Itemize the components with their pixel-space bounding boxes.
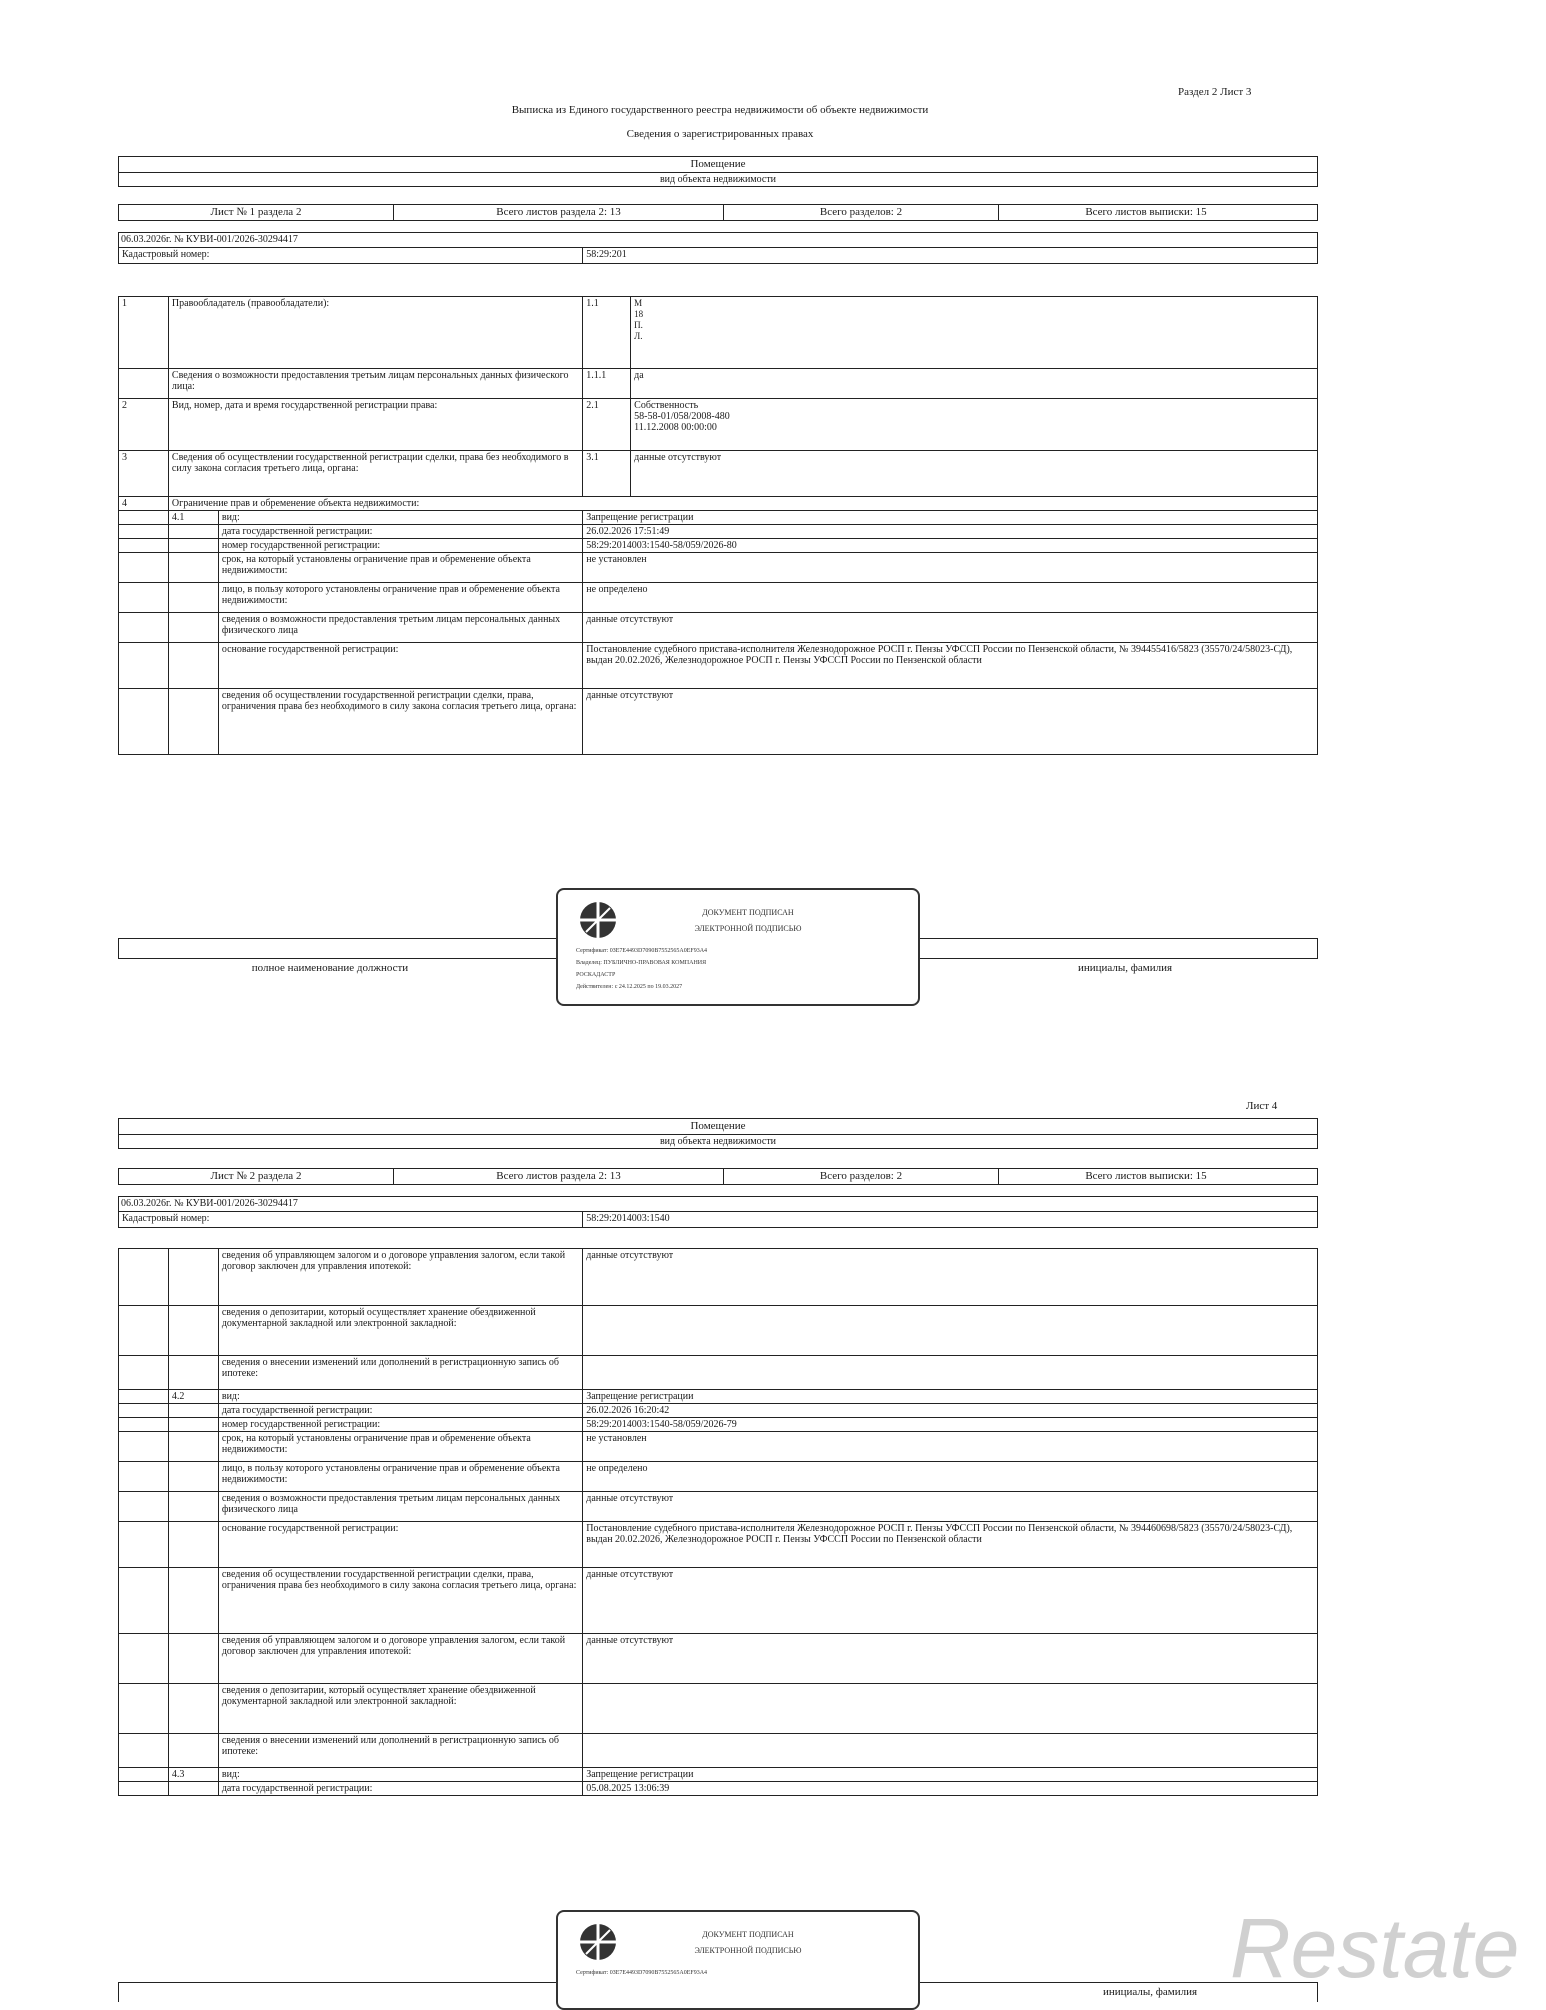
doc-subtitle: Сведения о зарегистрированных правах	[626, 128, 814, 140]
sheet-info	[118, 204, 1318, 221]
field-value: Постановление судебного пристава-исполнителя Железнодорожное РОСП г. Пензы УФССП России по Пензенской области, № 394460698/5823 (35570/24/58023-СД), выдан 20.02.2026, Железнодорожное РОСП г. Пензы УФССП России по Пензенской области	[586, 1523, 1293, 1545]
field-label: сведения о внесении изменений или дополнений в регистрационную запись об ипотеке:	[219, 1356, 583, 1389]
cadastral-label: Кадастровый номер:	[119, 248, 583, 263]
field-value: данные отсутствуют	[586, 1493, 674, 1504]
sheets-in-section: Всего листов раздела 2: 13	[394, 1169, 724, 1184]
table-row	[118, 1782, 1318, 1796]
table-row: Сведения о возможности предоставления третьим лицам персональных данных физического лица: 1.1.1 да	[118, 369, 1318, 399]
table-row	[118, 1568, 1318, 1634]
sections-total: Всего разделов: 2	[724, 205, 999, 220]
table-row	[118, 1404, 1318, 1418]
field-value: 26.02.2026 17:51:49	[586, 526, 670, 537]
table-row: 3 Сведения об осуществлении государственной регистрации сделки, права без необходимого в силу закона согласия третьего лица, органа: 3.1 данные отсутствуют	[118, 451, 1318, 497]
field-value: данные отсутствуют	[586, 1250, 674, 1261]
field-value	[583, 1734, 1317, 1767]
field-label: вид:	[219, 1390, 583, 1403]
table-row	[118, 1734, 1318, 1768]
object-name: Помещение	[118, 156, 1318, 173]
sheets-in-section: Всего листов раздела 2: 13	[394, 205, 724, 220]
subsection-number: 4.2	[169, 1390, 219, 1403]
field-label: сведения о внесении изменений или дополнений в регистрационную запись об ипотеке:	[219, 1734, 583, 1767]
field-label: сведения об управляющем залогом и о договоре управления залогом, если такой договор заключен для управления ипотекой:	[219, 1249, 583, 1305]
doc-reference: 06.03.2026г. № КУВИ-001/2026-30294417	[118, 1196, 1318, 1212]
table-row	[118, 539, 1318, 553]
field-value: 26.02.2026 16:20:42	[586, 1405, 670, 1416]
page-corner-label: Раздел 2 Лист 3	[1178, 86, 1252, 98]
sections-total: Всего разделов: 2	[724, 1169, 999, 1184]
field-label: сведения о возможности предоставления третьим лицам персональных данных физического лица	[219, 1492, 583, 1521]
cadastral-row	[118, 248, 1318, 264]
field-value: 58:29:2014003:1540-58/059/2026-80	[586, 540, 737, 551]
field-value: данные отсутствуют	[586, 1635, 674, 1646]
field-value: Запрещение регистрации	[586, 1391, 694, 1402]
position-caption: полное наименование должности	[251, 962, 409, 974]
e-signature-stamp: ДОКУМЕНТ ПОДПИСАН ЭЛЕКТРОННОЙ ПОДПИСЬЮ Сертификат: 0ЗЕ7E4493D7090B7552565A0EF93A4 Владелец: ПУБЛИЧНО-ПРАВОВАЯ КОМПАНИЯ РОСКАДАСТР Действителен: с 24.12.2025 по 19.03.2027	[556, 888, 920, 1006]
table-row	[118, 1356, 1318, 1390]
field-value: не определено	[586, 1463, 648, 1474]
field-value: не установлен	[586, 554, 647, 565]
field-value: не установлен	[586, 1433, 647, 1444]
field-value: 58:29:2014003:1540-58/059/2026-79	[586, 1419, 737, 1430]
name-caption: инициалы, фамилия	[1102, 1986, 1198, 1998]
table-row	[118, 511, 1318, 525]
sheets-total: Всего листов выписки: 15	[1085, 1170, 1207, 1182]
field-label: вид:	[219, 511, 583, 524]
page-corner-label: Лист 4	[1246, 1100, 1278, 1112]
table-row	[118, 1390, 1318, 1404]
doc-title: Выписка из Единого государственного реестра недвижимости об объекте недвижимости	[511, 104, 929, 116]
table-row	[118, 1248, 1318, 1306]
field-value: данные отсутствуют	[586, 690, 674, 701]
cadastral-value: 58:29:201	[586, 249, 627, 260]
table-row: 4 Ограничение прав и обременение объекта недвижимости:	[118, 497, 1318, 511]
field-value	[583, 1684, 1317, 1733]
field-label: дата государственной регистрации:	[219, 1404, 583, 1417]
rosreestr-logo-icon	[578, 900, 618, 940]
field-label: основание государственной регистрации:	[219, 643, 583, 688]
table-row	[118, 583, 1318, 613]
sheets-total: Всего листов выписки: 15	[1085, 206, 1207, 218]
table-row	[118, 1418, 1318, 1432]
cadastral-value: 58:29:2014003:1540	[586, 1213, 670, 1224]
field-label: сведения о возможности предоставления третьим лицам персональных данных физического лица	[219, 613, 583, 642]
watermark-logo: Restate	[1230, 1901, 1520, 1995]
table-row	[118, 613, 1318, 643]
sheet-info	[118, 1168, 1318, 1185]
table-row	[118, 1432, 1318, 1462]
field-label: номер государственной регистрации:	[219, 1418, 583, 1431]
field-label: номер государственной регистрации:	[219, 539, 583, 552]
subsection-number: 4.1	[169, 511, 219, 524]
table-row	[118, 525, 1318, 539]
object-type: вид объекта недвижимости	[118, 1134, 1318, 1149]
field-value	[583, 1306, 1317, 1355]
subsection-number: 4.3	[169, 1768, 219, 1781]
field-label: сведения о депозитарии, который осуществляет хранение обездвиженной документарной закладной или электронной закладной:	[219, 1684, 583, 1733]
table-row: 1 Правообладатель (правообладатели): 1.1 М 18 П. Л.	[118, 296, 1318, 369]
field-label: сведения об осуществлении государственной регистрации сделки, права, ограничения права без необходимого в силу закона согласия третьего лица, органа:	[219, 689, 583, 754]
sheet-number: Лист № 2 раздела 2	[119, 1169, 394, 1184]
field-label: дата государственной регистрации:	[219, 525, 583, 538]
cadastral-label: Кадастровый номер:	[119, 1212, 583, 1227]
table-row	[118, 1684, 1318, 1734]
name-caption: инициалы, фамилия	[1077, 962, 1173, 974]
object-name: Помещение	[118, 1118, 1318, 1135]
table-row	[118, 1462, 1318, 1492]
field-label: сведения об осуществлении государственной регистрации сделки, права, ограничения права без необходимого в силу закона согласия третьего лица, органа:	[219, 1568, 583, 1633]
field-value: данные отсутствуют	[586, 614, 674, 625]
field-label: вид:	[219, 1768, 583, 1781]
table-row	[118, 689, 1318, 755]
table-row	[118, 1634, 1318, 1684]
cadastral-row	[118, 1212, 1318, 1228]
field-label: срок, на который установлены ограничение прав и обременение объекта недвижимости:	[219, 1432, 583, 1461]
field-value: не определено	[586, 584, 648, 595]
table-row	[118, 553, 1318, 583]
table-row	[118, 1768, 1318, 1782]
field-label: лицо, в пользу которого установлены ограничение прав и обременение объекта недвижимости:	[219, 1462, 583, 1491]
table-row: 2 Вид, номер, дата и время государственной регистрации права: 2.1 Собственность 58-58-01/058/2008-480 11.12.2008 00:00:00	[118, 399, 1318, 451]
field-label: лицо, в пользу которого установлены ограничение прав и обременение объекта недвижимости:	[219, 583, 583, 612]
object-type: вид объекта недвижимости	[118, 172, 1318, 187]
field-label: основание государственной регистрации:	[219, 1522, 583, 1567]
table-row	[118, 1522, 1318, 1568]
field-value: Запрещение регистрации	[586, 1769, 694, 1780]
field-value: данные отсутствуют	[586, 1569, 674, 1580]
field-value: Постановление судебного пристава-исполнителя Железнодорожное РОСП г. Пензы УФССП России по Пензенской области, № 394455416/5823 (35570/24/58023-СД), выдан 20.02.2026, Железнодорожное РОСП г. Пензы УФССП России по Пензенской области	[586, 644, 1293, 666]
field-label: сведения об управляющем залогом и о договоре управления залогом, если такой договор заключен для управления ипотекой:	[219, 1634, 583, 1683]
field-value: Запрещение регистрации	[586, 512, 694, 523]
field-value	[583, 1356, 1317, 1389]
sheet-number: Лист № 1 раздела 2	[119, 205, 394, 220]
doc-reference: 06.03.2026г. № КУВИ-001/2026-30294417	[118, 232, 1318, 248]
field-label: срок, на который установлены ограничение прав и обременение объекта недвижимости:	[219, 553, 583, 582]
table-row	[118, 1492, 1318, 1522]
e-signature-stamp: ДОКУМЕНТ ПОДПИСАН ЭЛЕКТРОННОЙ ПОДПИСЬЮ Сертификат: 0ЗЕ7E4493D7090B7552565A0EF93A4	[556, 1910, 920, 2010]
field-label: дата государственной регистрации:	[219, 1782, 583, 1795]
rosreestr-logo-icon	[578, 1922, 618, 1962]
field-label: сведения о депозитарии, который осуществляет хранение обездвиженной документарной закладной или электронной закладной:	[219, 1306, 583, 1355]
field-value: 05.08.2025 13:06:39	[586, 1783, 670, 1794]
table-row	[118, 643, 1318, 689]
table-row	[118, 1306, 1318, 1356]
